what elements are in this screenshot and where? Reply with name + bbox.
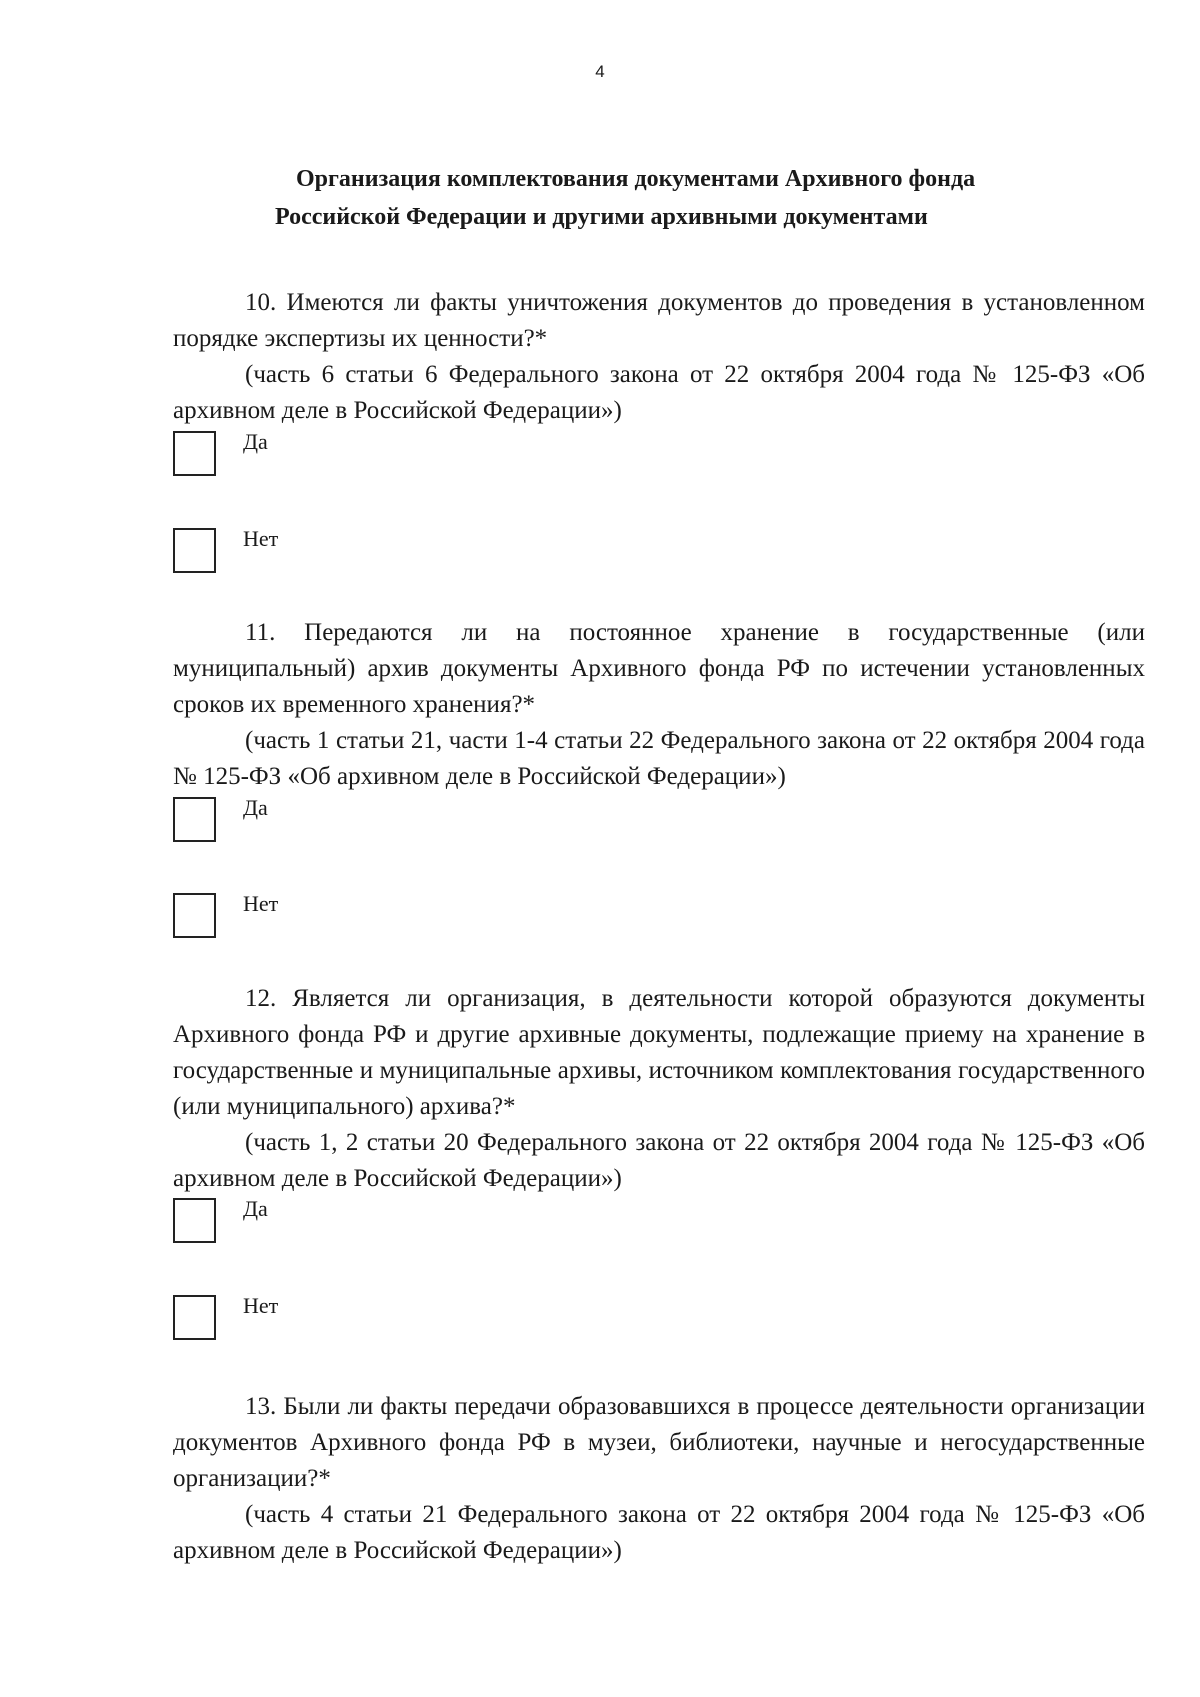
page-number: 4 — [595, 62, 605, 81]
checkbox-yes[interactable] — [173, 797, 216, 842]
section-heading — [240, 160, 1100, 236]
heading-line-1: Организация комплектования документами Архивного фонда — [296, 166, 976, 192]
option-label: Да — [243, 1196, 268, 1221]
checkbox-no[interactable] — [173, 528, 216, 573]
option-label: Да — [243, 429, 268, 454]
option-label: Нет — [243, 1293, 279, 1318]
option-label: Нет — [243, 891, 279, 916]
checkbox-yes[interactable] — [173, 431, 216, 476]
question-11 — [173, 615, 1145, 795]
question-text: 10. Имеются ли факты уничтожения документов до проведения в установленном порядке экспертизы их ценности?* — [173, 289, 1145, 352]
checkbox-yes[interactable] — [173, 1198, 216, 1243]
question-12 — [173, 981, 1145, 1197]
checkbox-no[interactable] — [173, 893, 216, 938]
question-text: 13. Были ли факты передачи образовавшихся в процессе деятельности организации документов Архивного фонда РФ в музеи, библиотеки, научные и негосударственные организации?* — [173, 1393, 1145, 1492]
question-10 — [173, 285, 1145, 429]
question-13 — [173, 1389, 1145, 1569]
question-reference: (часть 1 статьи 21, части 1-4 статьи 22 Федерального закона от 22 октября 2004 года № 125-ФЗ «Об архивном деле в Российской Федерации») — [173, 727, 1145, 790]
option-label: Нет — [243, 526, 279, 551]
option-label: Да — [243, 795, 268, 820]
question-text: 11. Передаются ли на постоянное хранение в государственные (или муниципальный) архив документы Архивного фонда РФ по истечении установленных сроков их временного хранения?* — [173, 619, 1145, 718]
question-reference: (часть 6 статьи 6 Федерального закона от 22 октября 2004 года № 125-ФЗ «Об архивном деле в Российской Федерации») — [173, 361, 1145, 424]
question-text: 12. Является ли организация, в деятельности которой образуются документы Архивного фонда РФ и другие архивные документы, подлежащие приему на хранение в государственные и муниципальные архивы, источником комплектования государственного (или муниципального) архива?* — [173, 985, 1145, 1120]
heading-line-2: Российской Федерации и другими архивными документами — [275, 204, 928, 230]
question-reference: (часть 4 статьи 21 Федерального закона от 22 октября 2004 года № 125-ФЗ «Об архивном деле в Российской Федерации») — [173, 1501, 1145, 1564]
question-reference: (часть 1, 2 статьи 20 Федерального закона от 22 октября 2004 года № 125-ФЗ «Об архивном деле в Российской Федерации») — [173, 1129, 1145, 1192]
checkbox-no[interactable] — [173, 1295, 216, 1340]
